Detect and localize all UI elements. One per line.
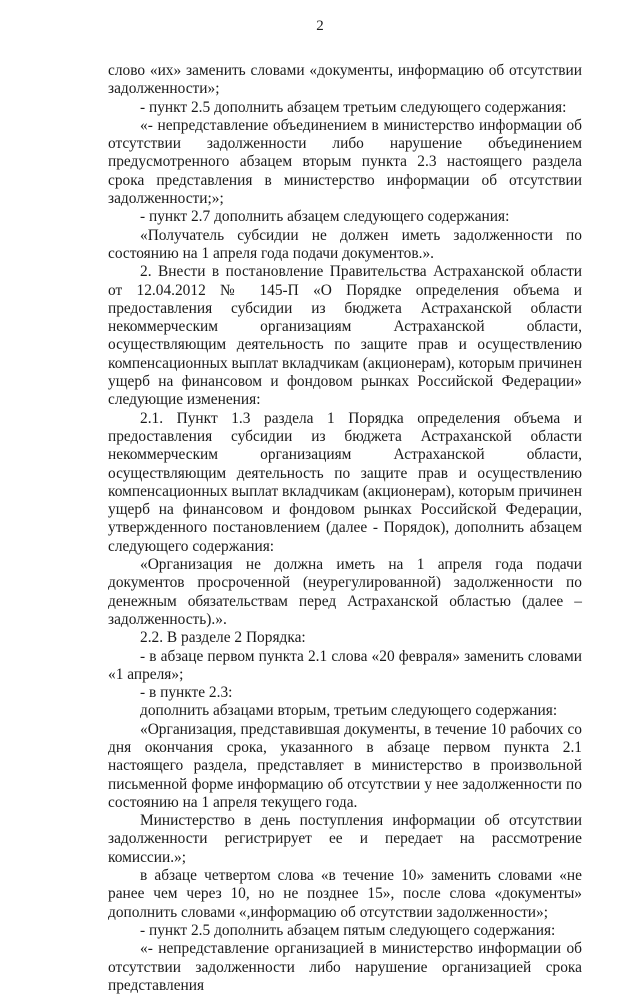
- paragraph-12: дополнить абзацами вторым, третьим следующего содержания:: [140, 702, 558, 720]
- paragraph-15: в абзаце четвертом слова «в течение 10» заменить словами «не ранее чем через 10, но не позднее 15», после слова «документы» дополнить словами «,информацию об отсутствии задолженности»;: [108, 867, 582, 921]
- paragraph-17: «- непредставление организацией в министерство информации об отсутствии задолженности либо нарушение организацией срока представления: [108, 940, 582, 994]
- paragraph-3: «- непредставление объединением в министерство информации об отсутствии задолженности либо нарушение объединением предусмотренного абзацем вторым пункта 2.3 настоящего раздела срока представления в министерство информации об отсутствии задолженности;»;: [108, 116, 582, 208]
- paragraph-1: слово «их» заменить словами «документы, информацию об отсутствии задолженности»;: [108, 62, 582, 98]
- paragraph-10: - в абзаце первом пункта 2.1 слова «20 февраля» заменить словами «1 апреля»;: [108, 647, 582, 683]
- paragraph-8: «Организация не должна иметь на 1 апреля года подачи документов просроченной (неурегулированной) задолженности по денежным обязательствам перед Астраханской областью (далее – задолженность).».: [108, 556, 582, 628]
- paragraph-2: - пункт 2.5 дополнить абзацем третьим следующего содержания:: [140, 98, 567, 116]
- paragraph-16: - пункт 2.5 дополнить абзацем пятым следующего содержания:: [140, 921, 556, 939]
- paragraph-11: - в пункте 2.3:: [140, 684, 233, 702]
- paragraph-5: «Получатель субсидии не должен иметь задолженности по состоянию на 1 апреля года подачи документов.».: [108, 226, 582, 262]
- page-number: 2: [316, 18, 324, 34]
- paragraph-13: «Организация, представившая документы, в течение 10 рабочих со дня окончания срока, указанного в абзаце первом пункта 2.1 настоящего раздела, представляет в министерство в произвольной письменной форме информацию об отсутствии у нее задолженности по состоянию на 1 апреля текущего года.: [108, 720, 582, 811]
- paragraph-7: 2.1. Пункт 1.3 раздела 1 Порядка определения объема и предоставления субсидии из бюджета Астраханской области некоммерческим организациям Астраханской области, осуществляющим деятельность по защите прав и осуществлению компенсационных выплат вкладчикам (акционерам), которым причинен ущерб на финансовом и фондовом рынках Российской Федерации, утвержденного постановлением (далее - Порядок), дополнить абзацем следующего содержания:: [108, 409, 583, 555]
- paragraph-6: 2. Внести в постановление Правительства Астраханской области от 12.04.2012 № 145-П «О Порядке определения объема и предоставления субсидии из бюджета Астраханской области некоммерческим организациям Астраханской области, осуществляющим деятельность по защите прав и осуществлению компенсационных выплат вкладчикам (акционерам), которым причинен ущерб на финансовом и фондовом рынках Российской Федерации» следующие изменения:: [108, 263, 583, 409]
- paragraph-14: Министерство в день поступления информации об отсутствии задолженности регистрирует ее и передает на рассмотрение комиссии.»;: [108, 812, 582, 866]
- document-body: [108, 62, 582, 995]
- paragraph-4: - пункт 2.7 дополнить абзацем следующего содержания:: [140, 208, 510, 226]
- paragraph-9: 2.2. В разделе 2 Порядка:: [140, 629, 306, 647]
